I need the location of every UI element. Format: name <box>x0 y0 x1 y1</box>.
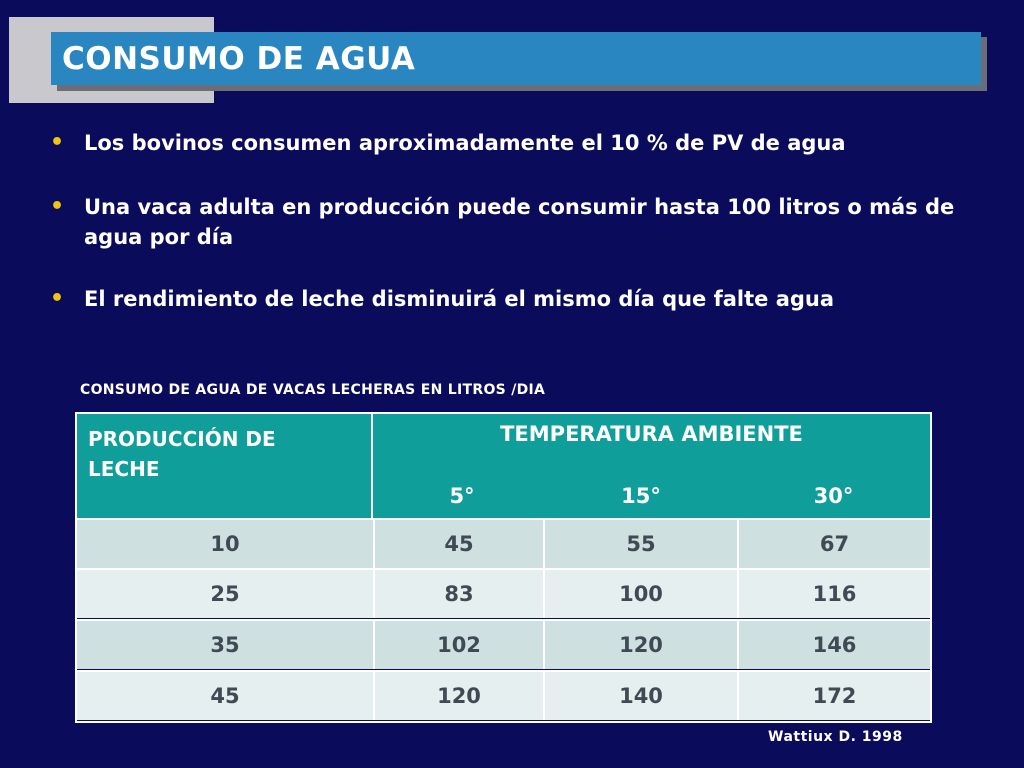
table-row <box>77 670 930 720</box>
production-header: PRODUCCIÓN DE LECHE <box>77 414 373 518</box>
temperature-column-header: 5° <box>449 484 475 508</box>
value-cell: 140 <box>543 672 737 720</box>
bullet-icon: • <box>50 194 65 219</box>
production-cell: 10 <box>210 532 240 556</box>
value-cell: 116 <box>737 570 930 618</box>
bullet-text: Una vaca adulta en producción puede consumir hasta 100 litros o más de agua por día <box>84 195 955 249</box>
table-header <box>77 414 930 518</box>
bullet-item <box>50 192 1020 252</box>
table-row <box>77 568 930 618</box>
table-caption: CONSUMO DE AGUA DE VACAS LECHERAS EN LITROS /DIA <box>80 382 546 398</box>
value-cell: 100 <box>543 570 737 618</box>
production-cell: 45 <box>210 684 240 708</box>
value-cell: 120 <box>543 621 737 669</box>
bullet-icon: • <box>50 130 65 155</box>
title-bar <box>51 32 981 85</box>
table-row <box>77 619 930 669</box>
water-consumption-table <box>75 412 932 723</box>
value-cell: 45 <box>373 520 543 568</box>
table-row <box>77 518 930 568</box>
bullet-text: El rendimiento de leche disminuirá el mismo día que falte agua <box>84 287 835 311</box>
temperature-column-header: 30° <box>813 484 854 508</box>
value-cell: 146 <box>737 621 930 669</box>
bullet-item <box>50 284 1020 314</box>
value-cell: 67 <box>737 520 930 568</box>
value-cell: 83 <box>373 570 543 618</box>
value-cell: 172 <box>737 672 930 720</box>
production-cell: 35 <box>210 633 240 657</box>
bullet-text: Los bovinos consumen aproximadamente el 10 % de PV de agua <box>84 131 846 155</box>
value-cell: 102 <box>373 621 543 669</box>
bullet-item <box>50 128 1020 158</box>
temperature-header: TEMPERATURA AMBIENTE <box>500 422 803 446</box>
bullet-icon: • <box>50 286 65 311</box>
value-cell: 120 <box>373 672 543 720</box>
temperature-column-header: 15° <box>621 484 661 508</box>
value-cell: 55 <box>543 520 737 568</box>
page-title: CONSUMO DE AGUA <box>62 40 416 77</box>
production-cell: 25 <box>210 582 240 606</box>
source-citation: Wattiux D. 1998 <box>768 729 903 745</box>
